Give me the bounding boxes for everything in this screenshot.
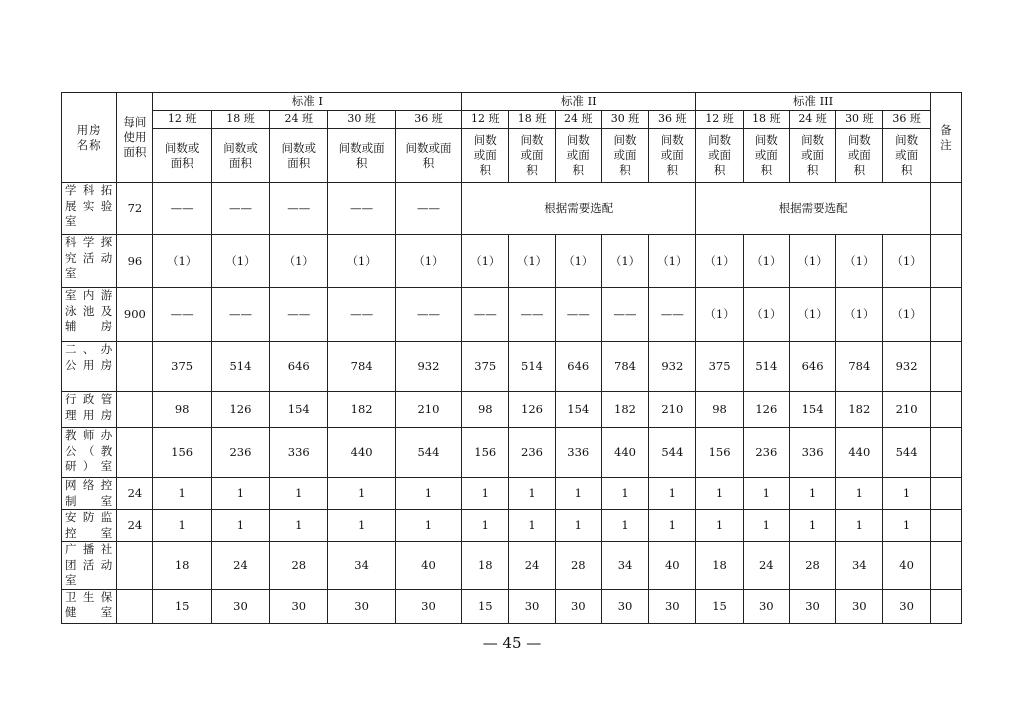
value-cell: 236	[211, 428, 269, 478]
value-cell: 932	[883, 342, 930, 392]
value-cell: 28	[555, 542, 601, 590]
value-cell: 440	[836, 428, 883, 478]
value-cell: 30	[649, 589, 696, 623]
value-cell: 1	[395, 510, 461, 542]
value-cell: 40	[395, 542, 461, 590]
area-per-room: 24	[117, 478, 153, 510]
header-measure: 间数或面积	[789, 129, 835, 183]
value-cell: （1）	[649, 235, 696, 288]
value-cell: 1	[649, 510, 696, 542]
value-cell: 1	[601, 478, 648, 510]
value-cell: 1	[270, 510, 328, 542]
value-cell: 236	[743, 428, 789, 478]
value-cell: 1	[743, 510, 789, 542]
value-cell: （1）	[836, 235, 883, 288]
header-measure: 间数或面积	[555, 129, 601, 183]
room-name: 广播社团活动室	[62, 542, 117, 590]
value-cell: 40	[883, 542, 930, 590]
value-cell: 544	[883, 428, 930, 478]
value-cell: 336	[789, 428, 835, 478]
value-cell: 30	[395, 589, 461, 623]
value-cell: 784	[328, 342, 395, 392]
value-cell: 98	[462, 392, 509, 428]
value-cell: 375	[153, 342, 211, 392]
value-cell: ——	[555, 288, 601, 342]
header-measure: 间数或面积	[696, 129, 743, 183]
value-cell: 182	[328, 392, 395, 428]
header-class-count: 30 班	[601, 111, 648, 129]
value-cell: 30	[836, 589, 883, 623]
header-class-count: 12 班	[462, 111, 509, 129]
value-cell: 40	[649, 542, 696, 590]
note-cell	[930, 183, 961, 235]
value-cell: 336	[555, 428, 601, 478]
value-cell: （1）	[696, 288, 743, 342]
value-cell: ——	[462, 288, 509, 342]
value-cell: 1	[153, 510, 211, 542]
value-cell: 126	[509, 392, 555, 428]
value-cell: 30	[270, 589, 328, 623]
header-area-per-room: 每间使用面积	[117, 93, 153, 183]
value-cell: 784	[836, 342, 883, 392]
value-cell: 34	[601, 542, 648, 590]
value-cell: 1	[328, 478, 395, 510]
value-cell: 1	[211, 510, 269, 542]
value-cell: 18	[153, 542, 211, 590]
value-cell: 1	[509, 478, 555, 510]
merged-note-standard-3: 根据需要选配	[696, 183, 930, 235]
value-cell: （1）	[696, 235, 743, 288]
value-cell: 30	[789, 589, 835, 623]
value-cell: 98	[153, 392, 211, 428]
table-row	[62, 183, 962, 235]
value-cell: 1	[883, 510, 930, 542]
value-cell: 156	[462, 428, 509, 478]
area-per-room	[117, 428, 153, 478]
value-cell: 30	[328, 589, 395, 623]
header-measure: 间数或面积	[836, 129, 883, 183]
value-cell: 544	[395, 428, 461, 478]
header-measure: 间数或面积	[211, 129, 269, 183]
value-cell: （1）	[601, 235, 648, 288]
header-measure: 间数或面积	[462, 129, 509, 183]
value-cell: ——	[395, 288, 461, 342]
value-cell: ——	[270, 183, 328, 235]
area-per-room: 96	[117, 235, 153, 288]
value-cell: 1	[395, 478, 461, 510]
value-cell: ——	[211, 288, 269, 342]
value-cell: 1	[555, 478, 601, 510]
value-cell: 1	[601, 510, 648, 542]
value-cell: 34	[328, 542, 395, 590]
value-cell: 646	[789, 342, 835, 392]
table-row	[62, 288, 962, 342]
area-per-room: 24	[117, 510, 153, 542]
value-cell: ——	[153, 288, 211, 342]
table-row	[62, 428, 962, 478]
value-cell: 156	[153, 428, 211, 478]
header-class-count: 36 班	[395, 111, 461, 129]
value-cell: 514	[211, 342, 269, 392]
value-cell: ——	[509, 288, 555, 342]
merged-note-standard-2: 根据需要选配	[462, 183, 696, 235]
header-measure: 间数或面积	[883, 129, 930, 183]
header-class-count: 12 班	[153, 111, 211, 129]
value-cell: （1）	[743, 288, 789, 342]
value-cell: 784	[601, 342, 648, 392]
value-cell: 440	[601, 428, 648, 478]
value-cell: 156	[696, 428, 743, 478]
value-cell: 1	[696, 478, 743, 510]
table-row	[62, 589, 962, 623]
table-row	[62, 510, 962, 542]
value-cell: 1	[555, 510, 601, 542]
room-name: 科学探究活动室	[62, 235, 117, 288]
value-cell: （1）	[270, 235, 328, 288]
note-cell	[930, 392, 961, 428]
table-row	[62, 542, 962, 590]
value-cell: 1	[462, 510, 509, 542]
area-per-room: 72	[117, 183, 153, 235]
value-cell: 1	[836, 510, 883, 542]
table-row	[62, 342, 962, 392]
value-cell: 1	[789, 478, 835, 510]
header-measure: 间数或面积	[649, 129, 696, 183]
room-name: 行政管理用房	[62, 392, 117, 428]
table-row	[62, 478, 962, 510]
value-cell: 1	[328, 510, 395, 542]
note-cell	[930, 542, 961, 590]
note-cell	[930, 428, 961, 478]
value-cell: 1	[462, 478, 509, 510]
value-cell: 154	[555, 392, 601, 428]
header-measure: 间数或面积	[743, 129, 789, 183]
page-number: — 45 —	[482, 634, 542, 652]
header-measure: 间数或面积	[509, 129, 555, 183]
value-cell: ——	[328, 288, 395, 342]
value-cell: （1）	[743, 235, 789, 288]
value-cell: 1	[649, 478, 696, 510]
header-class-count: 24 班	[270, 111, 328, 129]
value-cell: 1	[270, 478, 328, 510]
value-cell: 24	[211, 542, 269, 590]
value-cell: （1）	[211, 235, 269, 288]
value-cell: ——	[153, 183, 211, 235]
value-cell: 24	[509, 542, 555, 590]
header-class-count: 36 班	[649, 111, 696, 129]
value-cell: （1）	[395, 235, 461, 288]
room-name: 学科拓展实验室	[62, 183, 117, 235]
value-cell: 1	[743, 478, 789, 510]
room-name: 安防监控室	[62, 510, 117, 542]
header-measure: 间数或面积	[328, 129, 395, 183]
value-cell: ——	[211, 183, 269, 235]
area-per-room	[117, 342, 153, 392]
value-cell: 1	[696, 510, 743, 542]
table-row	[62, 235, 962, 288]
value-cell: 28	[789, 542, 835, 590]
header-measure: 间数或面积	[395, 129, 461, 183]
value-cell: ——	[649, 288, 696, 342]
value-cell: 98	[696, 392, 743, 428]
value-cell: （1）	[509, 235, 555, 288]
area-per-room	[117, 589, 153, 623]
value-cell: ——	[395, 183, 461, 235]
header-room-name: 用房名称	[62, 93, 117, 183]
value-cell: 210	[883, 392, 930, 428]
header-class-count: 12 班	[696, 111, 743, 129]
room-name: 教师办公（教研）室	[62, 428, 117, 478]
value-cell: 126	[743, 392, 789, 428]
room-name: 二、办公用房	[62, 342, 117, 392]
value-cell: 1	[836, 478, 883, 510]
value-cell: 154	[789, 392, 835, 428]
value-cell: 375	[462, 342, 509, 392]
value-cell: 18	[696, 542, 743, 590]
value-cell: 440	[328, 428, 395, 478]
value-cell: 1	[789, 510, 835, 542]
value-cell: （1）	[836, 288, 883, 342]
value-cell: 932	[649, 342, 696, 392]
area-per-room	[117, 392, 153, 428]
room-name: 卫生保健室	[62, 589, 117, 623]
value-cell: 646	[270, 342, 328, 392]
value-cell: （1）	[462, 235, 509, 288]
value-cell: ——	[601, 288, 648, 342]
note-cell	[930, 288, 961, 342]
header-class-count: 18 班	[211, 111, 269, 129]
note-cell	[930, 478, 961, 510]
header-class-count: 18 班	[743, 111, 789, 129]
value-cell: ——	[328, 183, 395, 235]
area-per-room: 900	[117, 288, 153, 342]
value-cell: ——	[270, 288, 328, 342]
header-class-count: 18 班	[509, 111, 555, 129]
note-cell	[930, 235, 961, 288]
value-cell: （1）	[555, 235, 601, 288]
value-cell: 15	[696, 589, 743, 623]
table-row	[62, 392, 962, 428]
header-standard-1: 标准 I	[153, 93, 462, 111]
value-cell: 30	[743, 589, 789, 623]
value-cell: 1	[883, 478, 930, 510]
header-standard-2: 标准 II	[462, 93, 696, 111]
value-cell: （1）	[883, 235, 930, 288]
value-cell: （1）	[328, 235, 395, 288]
value-cell: 126	[211, 392, 269, 428]
value-cell: 544	[649, 428, 696, 478]
value-cell: （1）	[789, 288, 835, 342]
value-cell: 236	[509, 428, 555, 478]
note-cell	[930, 510, 961, 542]
value-cell: 18	[462, 542, 509, 590]
value-cell: 30	[883, 589, 930, 623]
header-class-count: 30 班	[328, 111, 395, 129]
header-note: 备注	[930, 93, 961, 183]
note-cell	[930, 589, 961, 623]
value-cell: 24	[743, 542, 789, 590]
value-cell: （1）	[153, 235, 211, 288]
value-cell: 15	[153, 589, 211, 623]
area-per-room	[117, 542, 153, 590]
value-cell: 932	[395, 342, 461, 392]
header-class-count: 24 班	[555, 111, 601, 129]
header-class-count: 24 班	[789, 111, 835, 129]
value-cell: 646	[555, 342, 601, 392]
value-cell: 30	[601, 589, 648, 623]
room-name: 室内游泳池及辅房	[62, 288, 117, 342]
room-allocation-table	[61, 92, 962, 624]
value-cell: 1	[153, 478, 211, 510]
value-cell: （1）	[789, 235, 835, 288]
value-cell: 375	[696, 342, 743, 392]
value-cell: 210	[649, 392, 696, 428]
value-cell: 182	[836, 392, 883, 428]
value-cell: 336	[270, 428, 328, 478]
value-cell: 514	[509, 342, 555, 392]
header-class-count: 30 班	[836, 111, 883, 129]
value-cell: 182	[601, 392, 648, 428]
header-measure: 间数或面积	[270, 129, 328, 183]
room-name: 网络控制室	[62, 478, 117, 510]
header-measure: 间数或面积	[601, 129, 648, 183]
value-cell: 30	[211, 589, 269, 623]
header-standard-3: 标准 III	[696, 93, 930, 111]
value-cell: 1	[509, 510, 555, 542]
value-cell: 514	[743, 342, 789, 392]
value-cell: 34	[836, 542, 883, 590]
value-cell: 210	[395, 392, 461, 428]
value-cell: 30	[509, 589, 555, 623]
value-cell: 30	[555, 589, 601, 623]
note-cell	[930, 342, 961, 392]
value-cell: 154	[270, 392, 328, 428]
header-class-count: 36 班	[883, 111, 930, 129]
value-cell: 28	[270, 542, 328, 590]
value-cell: （1）	[883, 288, 930, 342]
header-measure: 间数或面积	[153, 129, 211, 183]
value-cell: 1	[211, 478, 269, 510]
value-cell: 15	[462, 589, 509, 623]
